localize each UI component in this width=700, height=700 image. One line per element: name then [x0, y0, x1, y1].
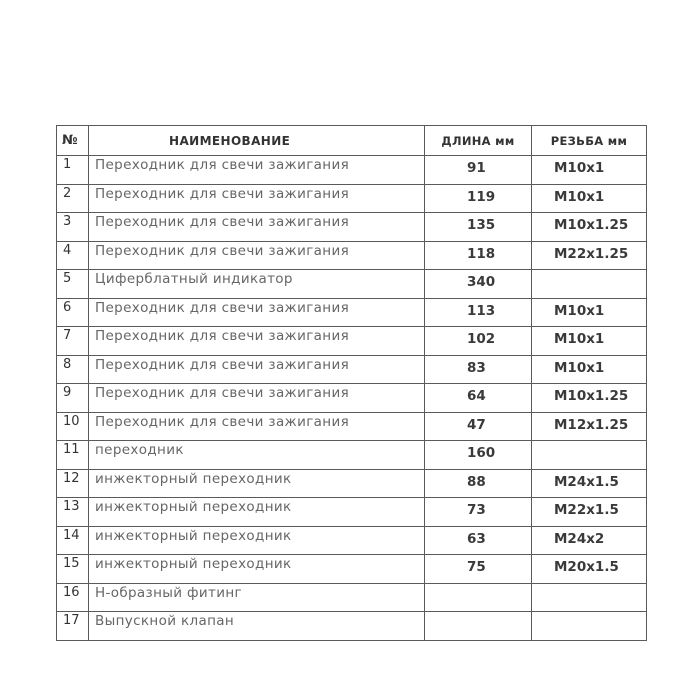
- table-header: [57, 126, 647, 156]
- row-length: 102: [425, 327, 532, 356]
- row-length: 75: [425, 555, 532, 584]
- row-name: Переходник для свечи зажигания: [89, 355, 425, 384]
- row-number: 7: [57, 327, 89, 356]
- row-thread: M20x1.5: [532, 555, 647, 584]
- row-number: 15: [57, 555, 89, 584]
- header-length: ДЛИНА мм: [425, 126, 532, 156]
- table-row: [57, 156, 647, 185]
- table-row: [57, 355, 647, 384]
- row-number: 16: [57, 583, 89, 612]
- row-thread: M22x1.25: [532, 241, 647, 270]
- row-name: Переходник для свечи зажигания: [89, 384, 425, 413]
- table-row: [57, 298, 647, 327]
- row-name: инжекторный переходник: [89, 555, 425, 584]
- row-number: 1: [57, 156, 89, 185]
- row-thread: M10x1.25: [532, 213, 647, 242]
- row-number: 3: [57, 213, 89, 242]
- row-length: 160: [425, 441, 532, 470]
- row-name: Переходник для свечи зажигания: [89, 184, 425, 213]
- row-thread: M22x1.5: [532, 498, 647, 527]
- row-thread: M10x1: [532, 298, 647, 327]
- row-number: 4: [57, 241, 89, 270]
- row-length: 88: [425, 469, 532, 498]
- row-name: Переходник для свечи зажигания: [89, 241, 425, 270]
- row-thread: [532, 612, 647, 641]
- row-name: Переходник для свечи зажигания: [89, 298, 425, 327]
- row-number: 5: [57, 270, 89, 299]
- row-name: инжекторный переходник: [89, 498, 425, 527]
- row-number: 14: [57, 526, 89, 555]
- row-thread: M10x1.25: [532, 384, 647, 413]
- row-length: [425, 583, 532, 612]
- header-name: НАИМЕНОВАНИЕ: [89, 126, 425, 156]
- row-thread: M24x2: [532, 526, 647, 555]
- row-thread: M24x1.5: [532, 469, 647, 498]
- row-name: Переходник для свечи зажигания: [89, 213, 425, 242]
- row-length: 73: [425, 498, 532, 527]
- row-number: 8: [57, 355, 89, 384]
- row-name: Циферблатный индикатор: [89, 270, 425, 299]
- row-name: Выпускной клапан: [89, 612, 425, 641]
- table-row: [57, 270, 647, 299]
- row-name: Переходник для свечи зажигания: [89, 327, 425, 356]
- table-row: [57, 441, 647, 470]
- spec-table: [56, 125, 647, 641]
- row-thread: [532, 583, 647, 612]
- table-row: [57, 241, 647, 270]
- row-number: 2: [57, 184, 89, 213]
- row-name: инжекторный переходник: [89, 526, 425, 555]
- row-thread: M10x1: [532, 184, 647, 213]
- row-number: 11: [57, 441, 89, 470]
- row-length: 83: [425, 355, 532, 384]
- row-thread: [532, 270, 647, 299]
- row-thread: M10x1: [532, 327, 647, 356]
- table-row: [57, 327, 647, 356]
- row-length: 340: [425, 270, 532, 299]
- row-number: 13: [57, 498, 89, 527]
- row-number: 17: [57, 612, 89, 641]
- header-row: [57, 126, 647, 156]
- row-name: Н-образный фитинг: [89, 583, 425, 612]
- table-row: [57, 469, 647, 498]
- table-body: [57, 156, 647, 641]
- row-number: 10: [57, 412, 89, 441]
- table-row: [57, 384, 647, 413]
- row-name: инжекторный переходник: [89, 469, 425, 498]
- row-number: 6: [57, 298, 89, 327]
- row-length: 113: [425, 298, 532, 327]
- table-row: [57, 184, 647, 213]
- table-row: [57, 612, 647, 641]
- row-length: 47: [425, 412, 532, 441]
- row-length: 119: [425, 184, 532, 213]
- row-length: 118: [425, 241, 532, 270]
- row-thread: [532, 441, 647, 470]
- table-row: [57, 498, 647, 527]
- row-number: 9: [57, 384, 89, 413]
- header-thread: РЕЗЬБА мм: [532, 126, 647, 156]
- row-length: 135: [425, 213, 532, 242]
- row-name: Переходник для свечи зажигания: [89, 412, 425, 441]
- table-row: [57, 213, 647, 242]
- row-name: Переходник для свечи зажигания: [89, 156, 425, 185]
- row-length: 91: [425, 156, 532, 185]
- row-length: 64: [425, 384, 532, 413]
- table-row: [57, 555, 647, 584]
- row-length: 63: [425, 526, 532, 555]
- table-row: [57, 526, 647, 555]
- row-name: переходник: [89, 441, 425, 470]
- row-number: 12: [57, 469, 89, 498]
- header-number: №: [57, 126, 89, 156]
- row-thread: M10x1: [532, 156, 647, 185]
- table-row: [57, 412, 647, 441]
- row-thread: M10x1: [532, 355, 647, 384]
- row-thread: M12x1.25: [532, 412, 647, 441]
- table-row: [57, 583, 647, 612]
- row-length: [425, 612, 532, 641]
